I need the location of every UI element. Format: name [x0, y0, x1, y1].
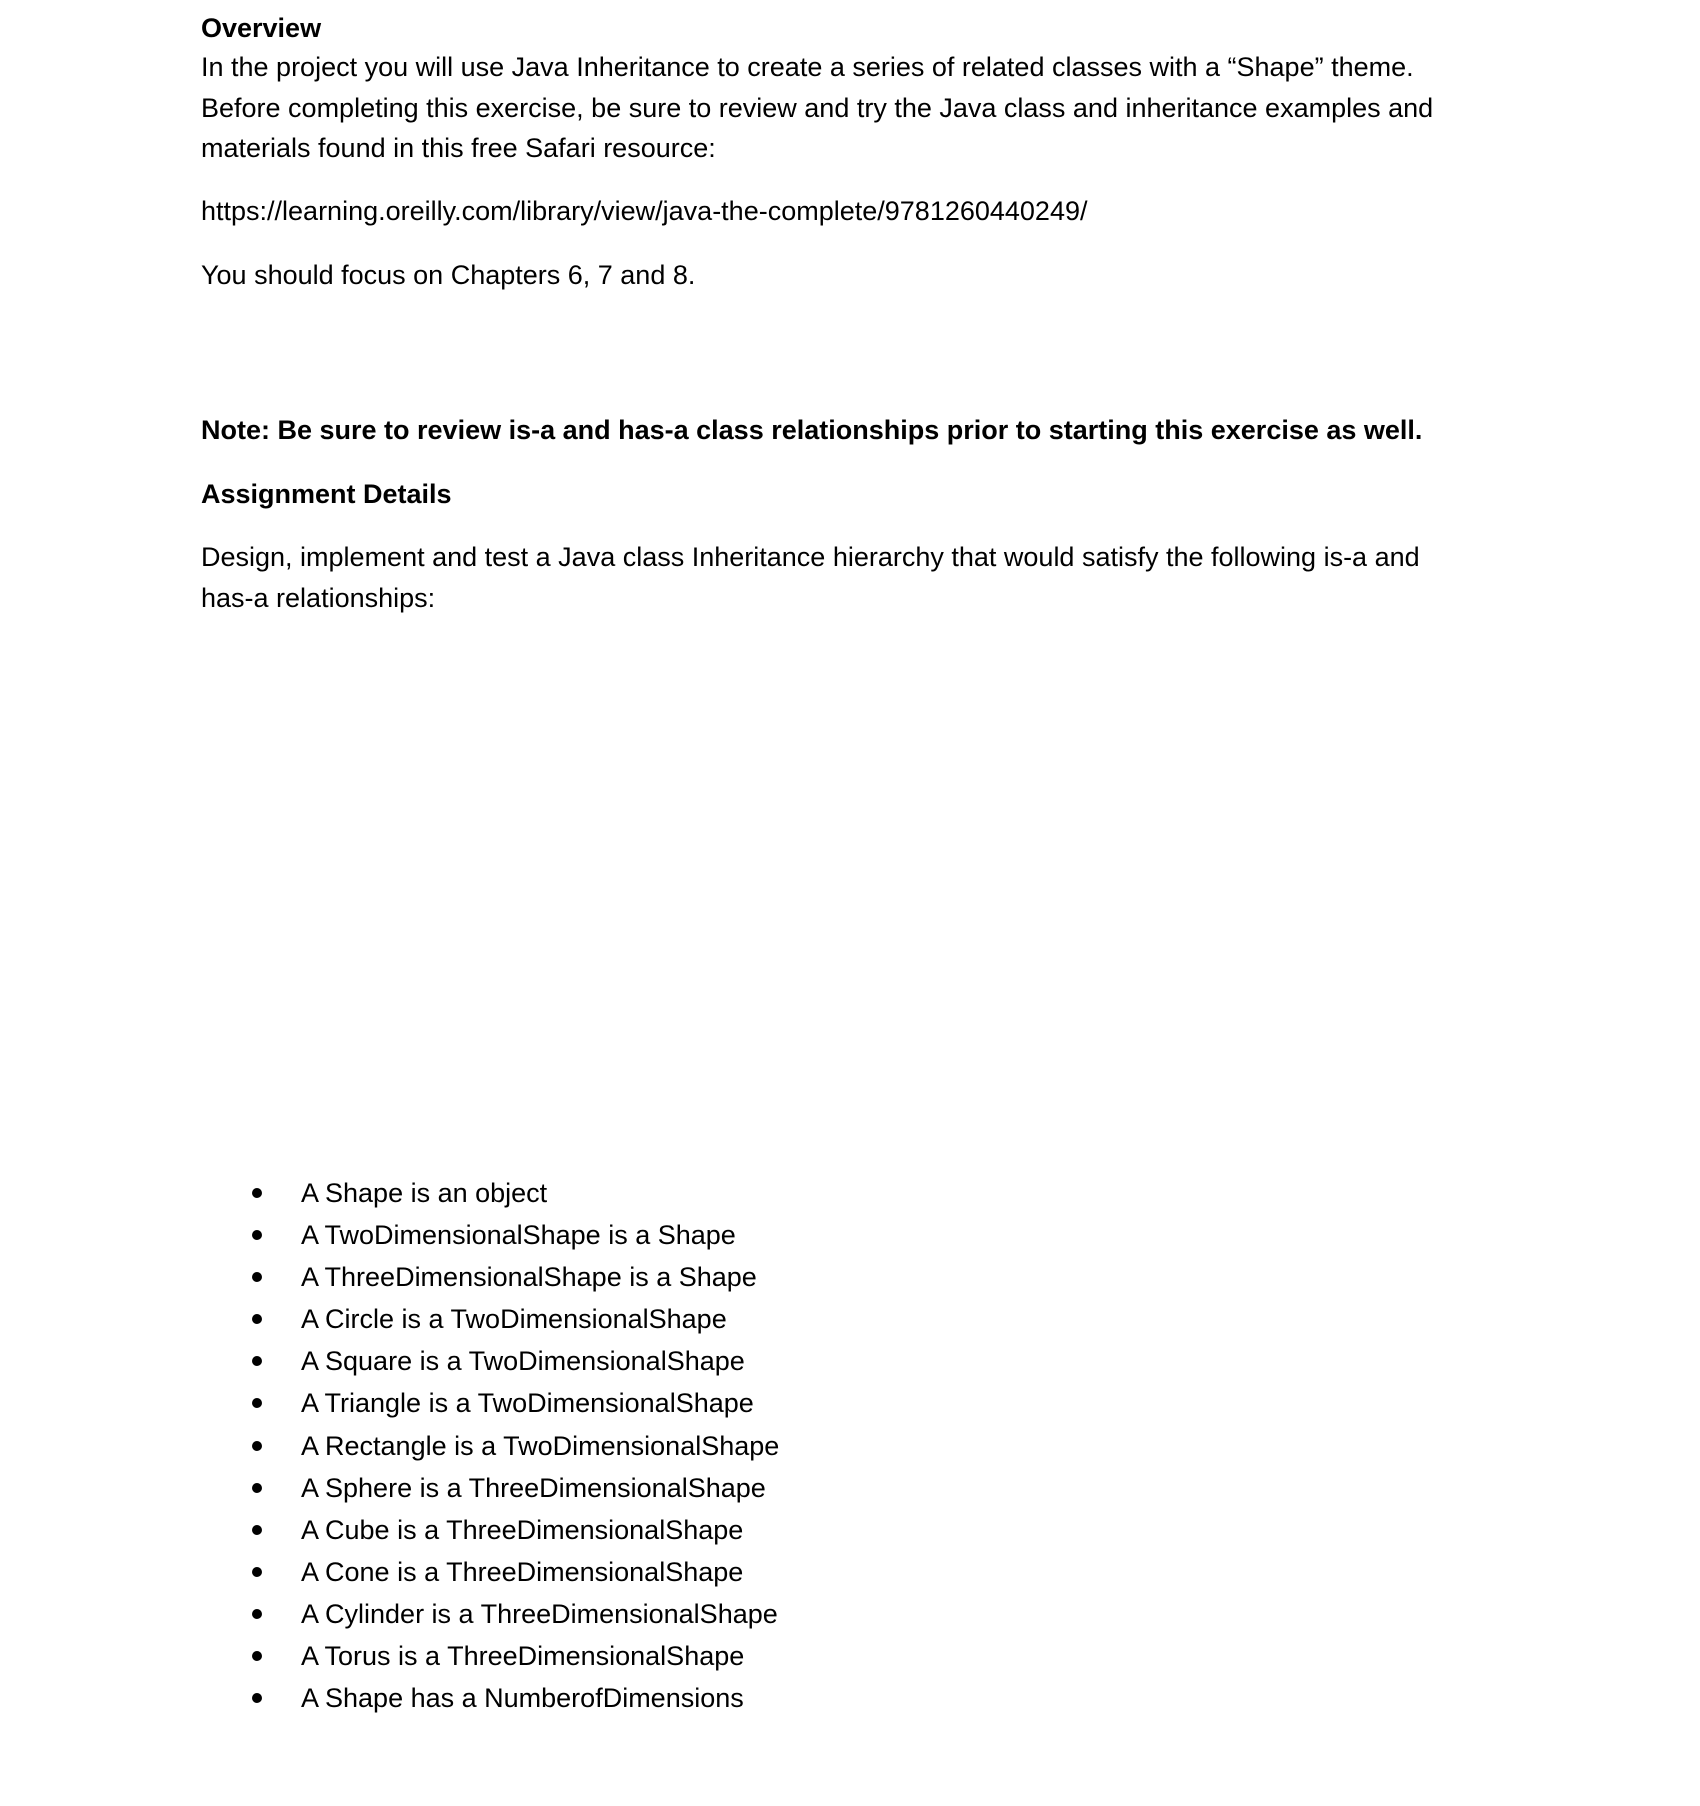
- overview-intro-line: In the project you will use Java Inheritance to create a series of related classes with a “Shape” theme.: [201, 52, 1414, 82]
- bullet-icon: [252, 1272, 262, 1282]
- bullet-icon: [252, 1567, 262, 1577]
- chapters-focus: You should focus on Chapters 6, 7 and 8.: [201, 260, 696, 290]
- overview-intro: [201, 47, 1433, 169]
- assignment-description-line: has-a relationships:: [201, 582, 436, 613]
- list-item-text: A Shape has a NumberofDimensions: [301, 1683, 744, 1714]
- overview-heading: Overview: [201, 13, 322, 43]
- overview-intro-line: materials found in this free Safari resource:: [201, 133, 716, 163]
- bullet-icon: [252, 1609, 262, 1619]
- list-item-text: A Cone is a ThreeDimensionalShape: [301, 1556, 744, 1587]
- bullet-icon: [252, 1188, 262, 1198]
- overview-intro-line: Before completing this exercise, be sure to review and try the Java class and inheritance examples and: [201, 92, 1434, 123]
- list-item-text: A Sphere is a ThreeDimensionalShape: [301, 1472, 766, 1503]
- resource-url: https://learning.oreilly.com/library/view/java-the-complete/9781260440249/: [201, 196, 1088, 226]
- bullet-icon: [252, 1525, 262, 1535]
- note-text: Note: Be sure to review is-a and has-a class relationships prior to starting this exercise as well.: [201, 415, 1423, 445]
- list-item-text: A Cube is a ThreeDimensionalShape: [301, 1514, 744, 1545]
- list-item-text: A Rectangle is a TwoDimensionalShape: [301, 1430, 780, 1461]
- bullet-icon: [252, 1651, 262, 1661]
- list-item-text: A Shape is an object: [301, 1178, 548, 1208]
- bullet-icon: [252, 1693, 262, 1703]
- bullet-icon: [252, 1230, 262, 1240]
- bullet-icon: [252, 1398, 262, 1408]
- bullet-icon: [252, 1314, 262, 1324]
- list-item-text: A Triangle is a TwoDimensionalShape: [301, 1388, 754, 1419]
- list-item-text: A ThreeDimensionalShape is a Shape: [301, 1262, 757, 1293]
- bullet-icon: [252, 1441, 262, 1451]
- bullet-icon: [252, 1483, 262, 1493]
- list-item-text: A TwoDimensionalShape is a Shape: [301, 1220, 736, 1251]
- list-item-text: A Square is a TwoDimensionalShape: [301, 1346, 745, 1377]
- list-item-text: A Torus is a ThreeDimensionalShape: [301, 1641, 745, 1672]
- assignment-description-line: Design, implement and test a Java class Inheritance hierarchy that would satisfy the following is-a and: [201, 542, 1420, 572]
- list-item-text: A Circle is a TwoDimensionalShape: [301, 1304, 727, 1335]
- list-item-text: A Cylinder is a ThreeDimensionalShape: [301, 1598, 778, 1629]
- assignment-heading: Assignment Details: [201, 479, 452, 509]
- assignment-description: [201, 537, 1420, 618]
- bullet-icon: [252, 1356, 262, 1366]
